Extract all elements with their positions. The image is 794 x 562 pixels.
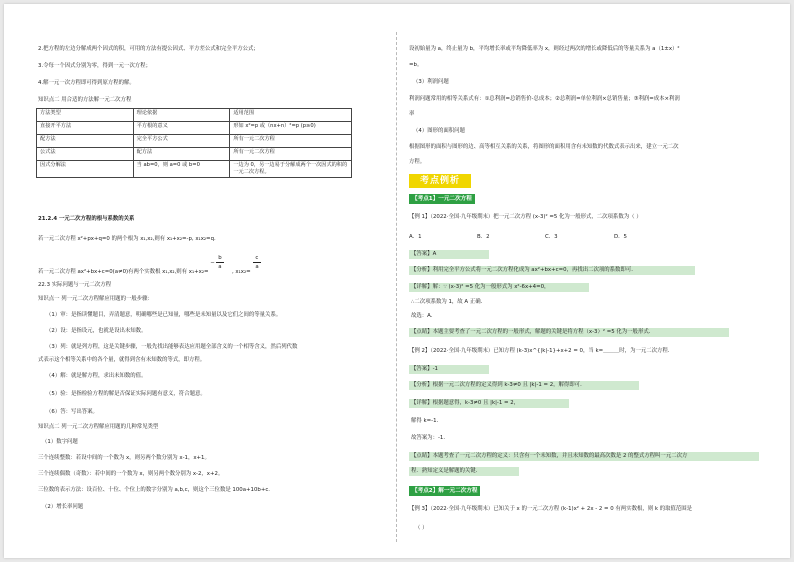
key-point: 【点睛】本题主要考查了一元二次方程的一般形式，解题的关键是将方程（x-3）² =5 化为一般形式． (411, 329, 655, 335)
solution: 【详解】解：∵ (x-3)² =5 化为一般形式为 x²-6x+4=0， (411, 284, 550, 290)
topic-tag-number: 2 (428, 488, 433, 494)
option-d: D．5 (614, 234, 627, 240)
step-line: （6）答：写出答案。 (46, 409, 98, 415)
table-row (37, 161, 352, 178)
topic-tag-suffix: 】解一元二次方程 (432, 488, 478, 494)
table-header: 方法类型 (37, 109, 134, 122)
option-b: B．2 (477, 234, 490, 240)
knowledge-point-heading: 知识点二 列一元二次方程解应用题的几种常见类型 (38, 424, 159, 430)
table-cell: 直接开平方法 (37, 122, 134, 135)
fraction-numerator: c (255, 255, 259, 261)
text-line: 利润问题常用的相等关系式有：①总利润=总销售价-总成本；②总利润=单位利润×总销售量；③利润=成本×利润 (409, 96, 680, 102)
fraction (252, 255, 264, 273)
table-row (37, 135, 352, 148)
fraction-denominator: a (218, 264, 222, 270)
step-line: （1）审：是指读懂题目，弄清题意，明确哪些是已知量，哪些是未知量以及它们之间的等量关系。 (46, 312, 282, 318)
table-cell: 公式法 (37, 148, 134, 161)
text-line: 率 (409, 111, 415, 117)
text-line: 方程。 (409, 159, 426, 165)
solution-line: 故答案为：-1． (411, 435, 449, 441)
table-row (37, 122, 352, 135)
solution-line: 故选：A． (411, 313, 437, 319)
table-cell: 所有一元二次方程 (230, 148, 352, 161)
methods-table (36, 108, 352, 178)
section-heading: 21.2.4 一元二次方程的根与系数的关系 (38, 216, 135, 222)
fraction-numerator: b (218, 255, 222, 261)
table-cell: 配方法 (37, 135, 134, 148)
step-line: （5）验：是指检验方程的解是否保证实际问题有意义，符合题意。 (46, 391, 206, 397)
vieta-mid: , x₁x₂= (231, 269, 251, 275)
example-question: 【例 3】（2022·全国·九年级期末）已知关于 x 的一元二次方程 (k-1)x² + 2x - 2 = 0 有两实数根，则 k 的取值范围是 (409, 506, 693, 512)
knowledge-point-heading: 知识点一 列一元二次方程解应用题的一般步骤： (38, 296, 153, 302)
table-cell: 一边为 0，另一边易于分解成两个一次因式的积的一元二次方程。 (230, 161, 352, 178)
topic-tag (409, 486, 480, 496)
answer: 【答案】-1 (411, 366, 438, 372)
topic-tag-number: 1 (428, 196, 433, 202)
fraction-bar (253, 262, 261, 263)
topic-tag-prefix: 【考点 (412, 488, 429, 494)
table-header: 适用范围 (230, 109, 352, 122)
subheading: （1）数字问题 (42, 439, 78, 445)
text-line: 根据图形的面积与图形的边、高等相互关系的关系，将图形的面积用含有未知数的代数式表示出来，建立一元二次 (409, 144, 679, 150)
vieta-prefix: 若一元二次方程 ax²+bx+c=0(a≠0)有两个实数根 x₁,x₂,则有 x₁+x₂= (38, 269, 209, 275)
text-line: 设初始量为 a，终止量为 b，平均增长率或平均降低率为 x，则经过两次的增长或降低后的等量关系为 a（1±x）² (409, 46, 680, 52)
table-cell: 所有一元二次方程 (230, 135, 352, 148)
vieta-formula (38, 255, 264, 276)
text-line: 2.把方程的左边分解成两个因式的积，可用的方法有提公因式、平方差公式和完全平方公式； (38, 46, 259, 52)
fraction-bar (216, 262, 224, 263)
example-question-blank: （ ） (415, 525, 428, 531)
solution-line: ∴二次项系数为 1，故 A 正确． (411, 299, 486, 305)
subheading: （3）利润问题 (413, 79, 449, 85)
table-cell: 当 ab=0，则 a=0 或 b=0 (133, 161, 230, 178)
answer: 【答案】A (411, 251, 437, 257)
subheading: （4）图形的面积问题 (413, 128, 465, 134)
text-line: 4.解一元一次方程即可得到原方程的解。 (38, 80, 135, 86)
option-c: C．3 (545, 234, 558, 240)
table-cell: 配方法 (133, 148, 230, 161)
table-cell: 完全平方公式 (133, 135, 230, 148)
table-cell: 形如 x²=p 或（nx+n）²=p (p≥0) (230, 122, 352, 135)
table-cell: 平方根的意义 (133, 122, 230, 135)
topic-tag-suffix: 】一元二次方程 (432, 196, 472, 202)
text-line: 三位数的表示方法：设百位、十位、个位上的数字分别为 a,b,c，则这个三位数是 100a+10b+c. (38, 487, 271, 493)
right-column (409, 4, 769, 558)
solution: 【详解】根据题意得，k-3≠0 且 |k|-1 = 2， (411, 400, 520, 406)
solution-line: 解得 k=-1． (411, 418, 442, 424)
example-question: 【例 2】（2022·全国·九年级期末）已知方程 (k-3)x^{|k|-1}+x+2 = 0，当 k=＿＿＿时，为一元二次方程． (409, 348, 674, 354)
example-question: 【例 1】（2022·全国·九年级期末）把一元二次方程 (x-3)² =5 化为一般形式，二次项系数为（ ） (409, 214, 642, 220)
knowledge-point-heading: 知识点二 用合适的方法解一元二次方程 (38, 97, 132, 103)
text-line: 若一元二次方程 x²+px+q=0 的两个根为 x₁,x₂,则有 x₁+x₂=-p, x₁x₂=q. (38, 236, 216, 242)
document-page (4, 4, 790, 558)
column-divider (396, 32, 397, 542)
topic-tag (409, 194, 475, 204)
subheading: （2）增长率问题 (42, 504, 84, 510)
table-cell: 因式分解法 (37, 161, 134, 178)
step-line: （4）解：就是解方程，求出未知数的值。 (46, 373, 147, 379)
table-header-row (37, 109, 352, 122)
option-a: A．1 (409, 234, 422, 240)
topic-tag-prefix: 【考点 (412, 196, 429, 202)
step-line: （2）设：是指设元，也就是设出未知数。 (46, 328, 147, 334)
section-heading: 22.3 实际问题与一元二次方程 (38, 282, 112, 288)
analysis: 【分析】根据一元二次方程的定义得到 k-3≠0 且 |k|-1 = 2，解得即可． (411, 382, 586, 388)
text-line: 三个连续偶数（奇数）：若中间的一个数为 x，则另两个数分别为 x-2，x+2。 (38, 471, 224, 477)
fraction-denominator: a (255, 264, 259, 270)
analysis: 【分析】利用完全平方公式将一元二次方程化成为 ax²+bx+c=0，再找出二次项的系数即可． (411, 267, 637, 273)
text-line: =b。 (409, 62, 423, 68)
key-point-line: 程．熟知定义是解题的关键． (411, 468, 482, 474)
example-title-banner: 考点例析 (409, 174, 471, 188)
text-line: 三个连续整数：若设中间的一个数为 x，则另两个数分别为 x-1，x+1。 (38, 455, 210, 461)
minus-sign: − (210, 260, 215, 266)
step-line: 式表示这个相等关系中的各个量，就得到含有未知数的等式，即方程。 (38, 357, 206, 363)
table-header: 理论依据 (133, 109, 230, 122)
left-column (34, 4, 364, 558)
step-line: （3）列：就是列方程，这是关键步骤，一般先找出能够表达应用题全部含义的一个相等含义，然后列代数 (46, 344, 298, 350)
text-line: 3.令每一个因式分别为零，得到一元一次方程； (38, 63, 151, 69)
table-row (37, 148, 352, 161)
key-point: 【点睛】本题考查了一元二次方程的定义：只含有一个未知数，并且未知数的最高次数是 2 的整式方程叫一元二次方 (411, 453, 688, 459)
fraction (210, 255, 230, 273)
